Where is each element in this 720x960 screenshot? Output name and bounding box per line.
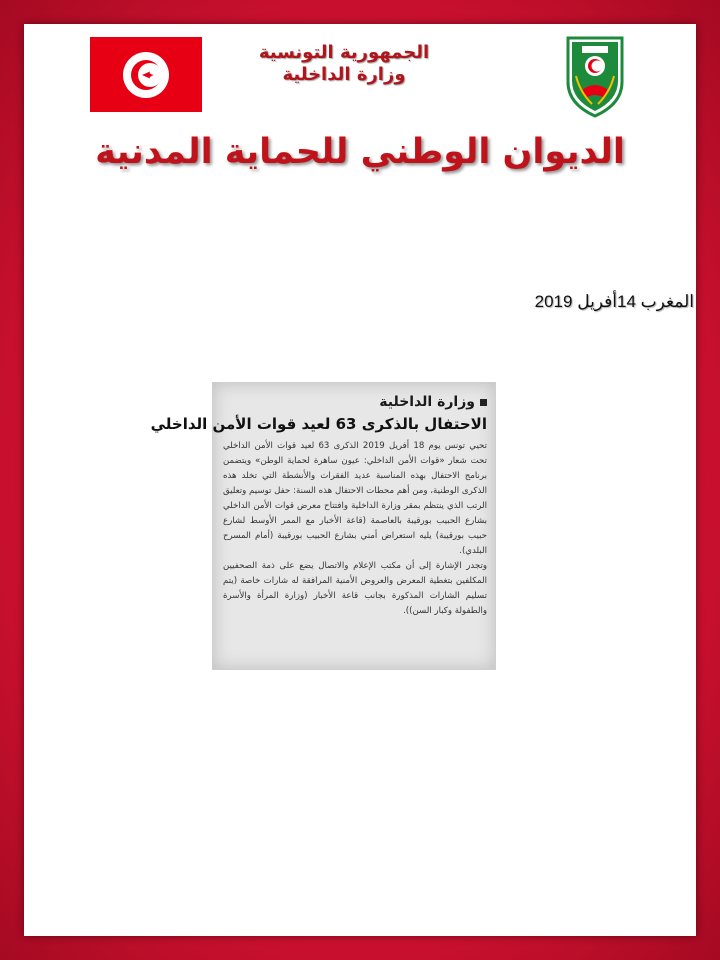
- agency-title: الديوان الوطني للحماية المدنية: [95, 132, 625, 172]
- clipping-headline: الاحتفال بالذكرى 63 لعيد قوات الأمن الداخلي: [150, 415, 487, 433]
- clipping-paragraph: تحيي تونس يوم 18 أفريل 2019 الذكرى 63 لعيد قوات الأمن الداخلي تحت شعار «قوات الأمن الداخلي: عيون ساهرة لحماية الوطن» ويتضمن برنامج الاحتفال بهذه المناسبة عديد الفقرات والأنشطة التي تخلد هذه الذكرى الوطنية، ومن أهم محطات الاحتفال هذه السنة: حفل توسيم وتعليق الرتب الذي ينتظم بمقر وزارة الداخلية وافتتاح معرض قوات الأمن الداخلي بشارع الحبيب بورقيبة بالعاصمة (قاعة الأخبار مع الممر الأوسط لشارع حبيب بورقيبة) يليه استعراض أمني بشارع الحبيب بورقيبة (أمام المسرح البلدي).: [223, 441, 487, 556]
- tunisia-flag-icon: [90, 37, 202, 112]
- clipping-section: [223, 393, 487, 411]
- publication-date: المغرب 14أفريل 2019: [534, 292, 694, 311]
- republic-name: الجمهورية التونسية: [258, 42, 430, 63]
- clipping-section-label: وزارة الداخلية: [379, 394, 475, 410]
- clipping-body: [223, 439, 487, 619]
- document-page: [24, 24, 696, 936]
- newspaper-clipping: [150, 382, 496, 670]
- clipping-paragraph: وتجدر الإشارة إلى أن مكتب الإعلام والاتصال يضع على ذمة الصحفيين المكلفين بتغطية المعرض والعروض الأمنية المرافقة له شارات خاصة (يتم تسليم الشارات المذكورة بجانب قاعة الأخبار (وزارة المرأة والأسرة والطفولة وكبار السن)).: [223, 561, 487, 616]
- bullet-square-icon: [480, 399, 487, 406]
- ministry-name: وزارة الداخلية: [282, 64, 406, 85]
- ministry-header: [239, 42, 449, 86]
- civil-protection-emblem-icon: [562, 32, 628, 118]
